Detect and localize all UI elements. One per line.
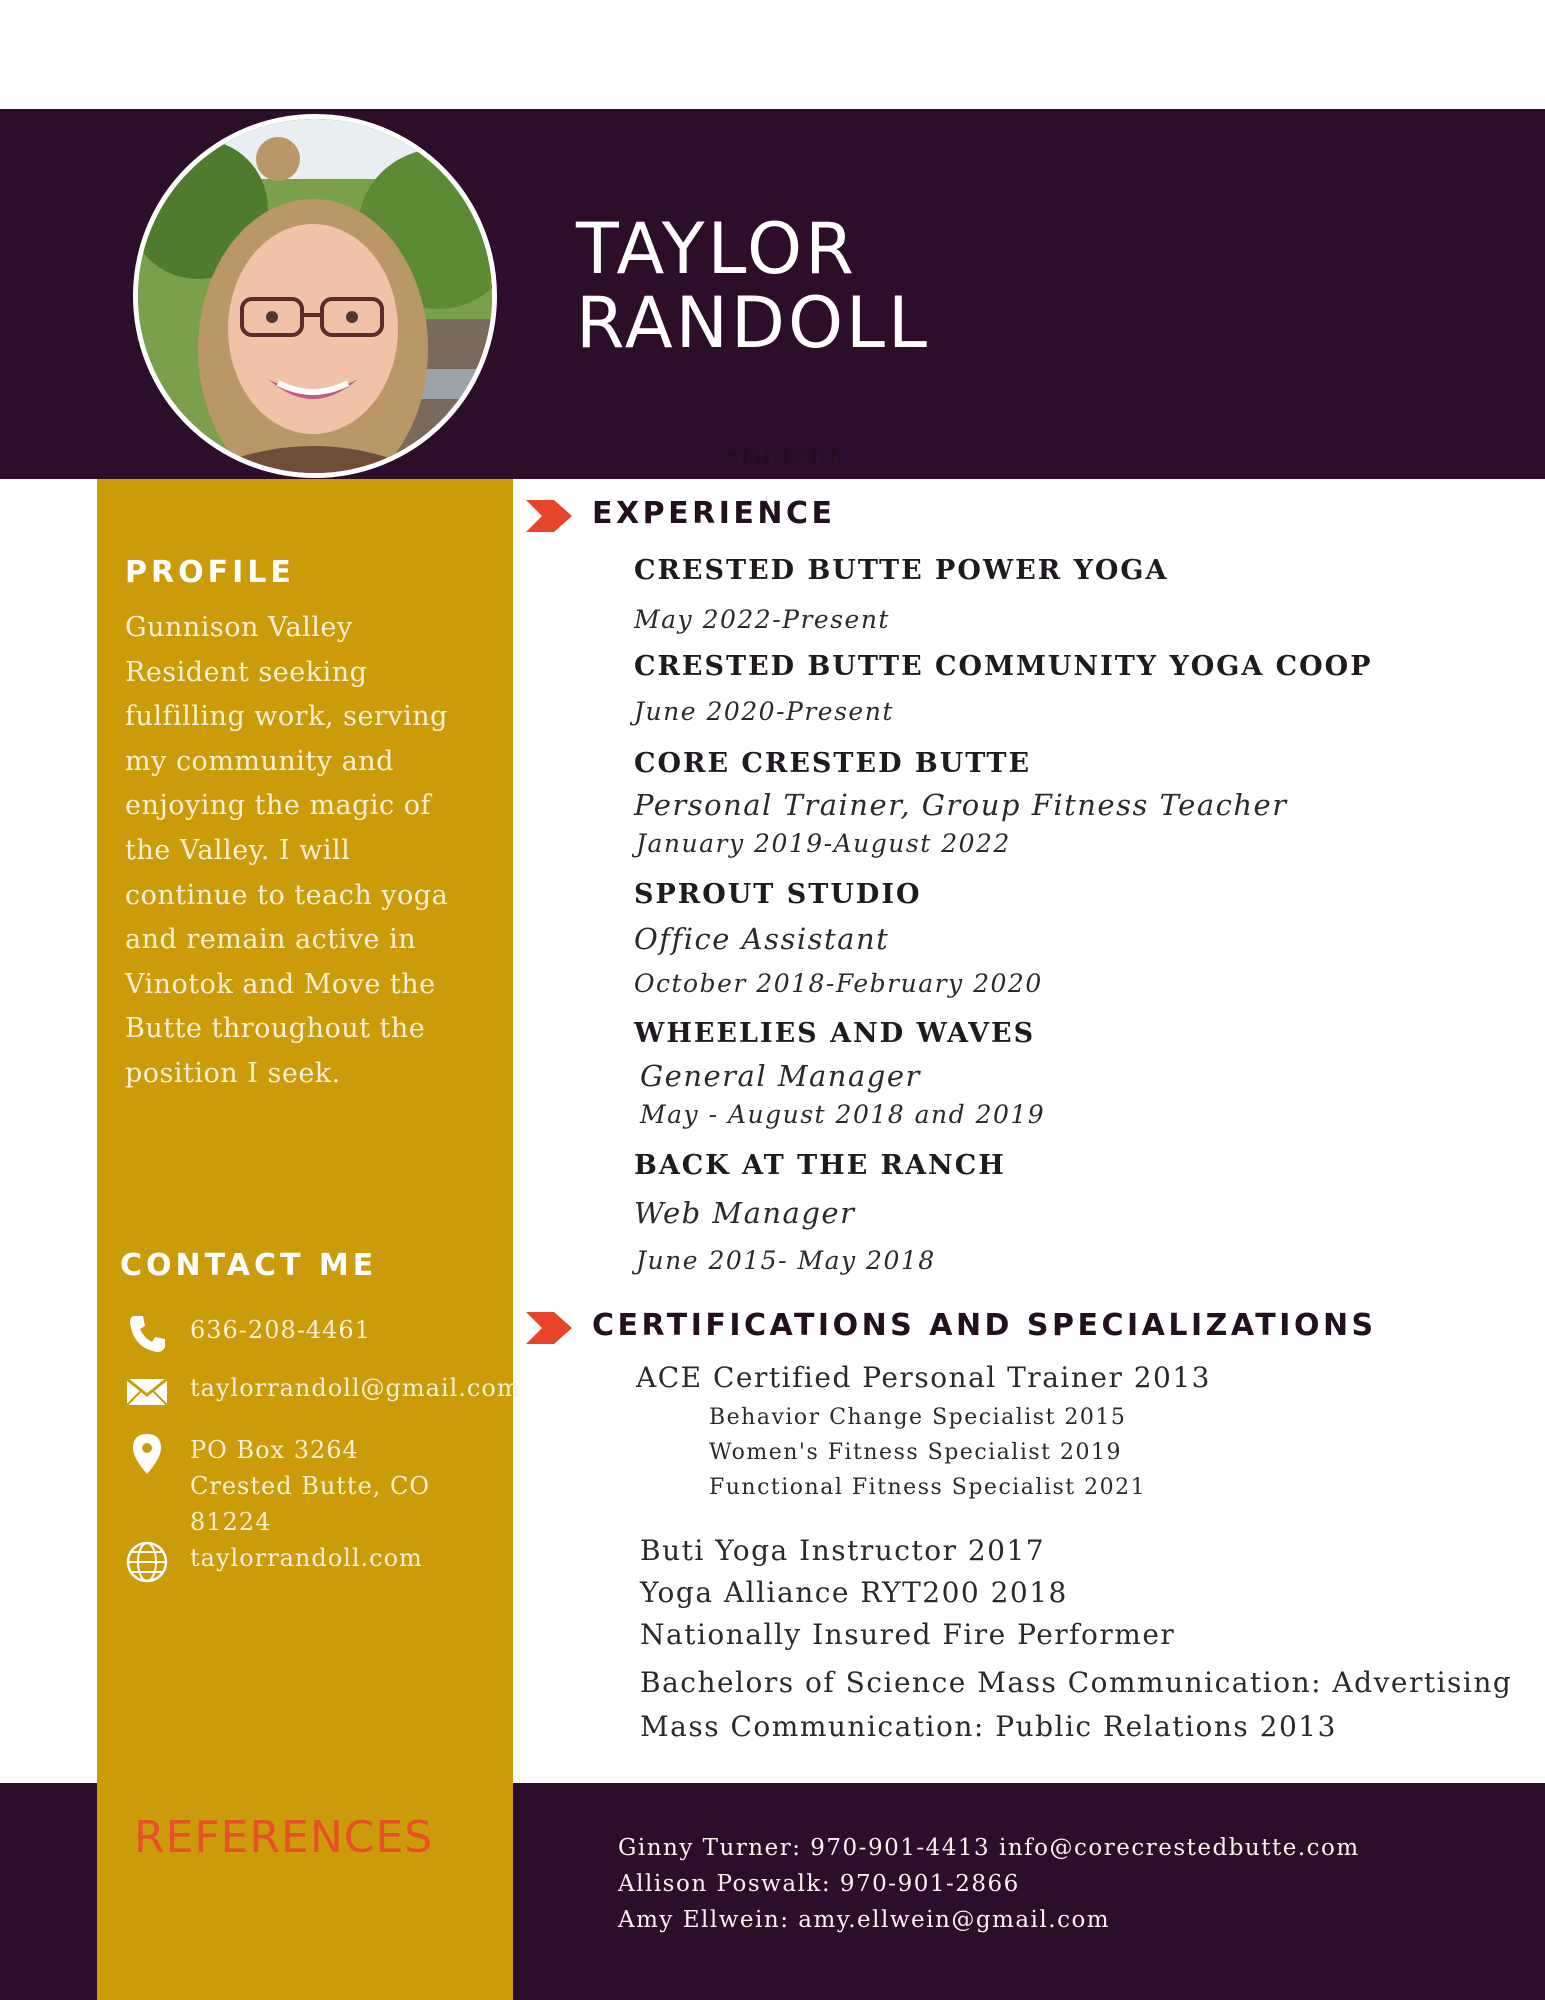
profile-line: enjoying the magic of	[125, 790, 432, 822]
job-date: June 2015- May 2018	[636, 1246, 936, 1275]
profile-line: Gunnison Valley	[125, 612, 353, 643]
cert-sub-item: Women's Fitness Specialist 2019	[709, 1440, 1122, 1465]
job-role: Web Manager	[634, 1196, 856, 1230]
profile-line: my community and	[125, 745, 394, 777]
job-date: January 2019-August 2022	[636, 829, 1011, 858]
profile-line: continue to teach yoga	[125, 879, 449, 911]
profile-heading: PROFILE	[125, 555, 295, 590]
job-role: General Manager	[640, 1059, 921, 1093]
job-role: Office Assistant	[634, 922, 890, 956]
address-line-1: PO Box 3264	[190, 1436, 359, 1464]
job-role: Personal Trainer, Group Fitness Teacher	[634, 788, 1288, 822]
cert-item: Buti Yoga Instructor 2017	[640, 1534, 1046, 1567]
profile-line: and remain active in	[125, 924, 417, 956]
email-text[interactable]: taylorrandoll@gmail.com	[190, 1374, 521, 1402]
cert-item: Yoga Alliance RYT200 2018	[640, 1576, 1068, 1609]
profile-text	[125, 606, 485, 1097]
cert-item: Mass Communication: Public Relations 2013	[640, 1710, 1337, 1743]
contact-website	[125, 1540, 510, 1584]
contact-address	[125, 1432, 510, 1542]
profile-line: position I seek.	[125, 1057, 341, 1089]
address-block	[190, 1432, 430, 1540]
cert-item: Nationally Insured Fire Performer	[640, 1618, 1176, 1651]
profile-line: fulfilling work, serving	[125, 701, 448, 733]
reference-line: Ginny Turner: 970-901-4413 info@corecrestedbutte.com	[618, 1835, 1360, 1861]
job-date: May - August 2018 and 2019	[640, 1100, 1046, 1129]
envelope-icon	[125, 1370, 169, 1414]
profile-line: the Valley. I will	[125, 834, 351, 866]
candidate-name	[576, 208, 931, 364]
job-date: June 2020-Present	[634, 697, 894, 726]
cert-sub-item: Functional Fitness Specialist 2021	[709, 1475, 1147, 1500]
name-line-2: RANDOLL	[576, 282, 931, 364]
contact-phone	[125, 1312, 510, 1352]
cert-item: Bachelors of Science Mass Communication: Advertising	[640, 1666, 1513, 1699]
job-date: May 2022-Present	[634, 605, 890, 634]
chevron-arrow-icon	[526, 500, 572, 532]
address-line-3: 81224	[190, 1508, 272, 1536]
contact-email	[125, 1370, 521, 1410]
profile-line: Butte throughout the	[125, 1013, 426, 1045]
cert-sub-item: Behavior Change Specialist 2015	[709, 1405, 1127, 1430]
job-company: CORE CRESTED BUTTE	[634, 748, 1032, 779]
certifications-heading: CERTIFICATIONS AND SPECIALIZATIONS	[592, 1308, 1377, 1343]
profile-line: Vinotok and Move the	[125, 968, 436, 1000]
references-heading: REFERENCES	[134, 1812, 434, 1863]
website-text[interactable]: taylorrandoll.com	[190, 1544, 423, 1572]
profile-line: Resident seeking	[125, 656, 368, 688]
name-line-1: TAYLOR	[576, 208, 857, 290]
job-company: CRESTED BUTTE POWER YOGA	[634, 555, 1169, 586]
job-company: SPROUT STUDIO	[634, 879, 922, 910]
job-company: CRESTED BUTTE COMMUNITY YOGA COOP	[634, 651, 1373, 682]
cert-item: ACE Certified Personal Trainer 2013	[636, 1361, 1211, 1394]
contact-heading: CONTACT ME	[120, 1248, 378, 1283]
phone-icon	[125, 1312, 169, 1356]
reference-line: Allison Poswalk: 970-901-2866	[618, 1871, 1020, 1897]
portrait-illustration	[138, 119, 492, 473]
globe-icon	[125, 1540, 169, 1584]
reference-line: Amy Ellwein: amy.ellwein@gmail.com	[618, 1907, 1111, 1933]
phone-text[interactable]: 636-208-4461	[190, 1316, 371, 1344]
address-line-2: Crested Butte, CO	[190, 1472, 431, 1500]
job-company: WHEELIES AND WAVES	[634, 1018, 1036, 1049]
location-pin-icon	[125, 1432, 169, 1476]
experience-heading: EXPERIENCE	[592, 496, 836, 531]
job-date: October 2018-February 2020	[634, 969, 1043, 998]
candidate-subtitle: Student	[720, 438, 841, 473]
job-company: BACK AT THE RANCH	[634, 1150, 1006, 1181]
chevron-arrow-icon	[526, 1312, 572, 1344]
profile-photo	[133, 114, 497, 478]
